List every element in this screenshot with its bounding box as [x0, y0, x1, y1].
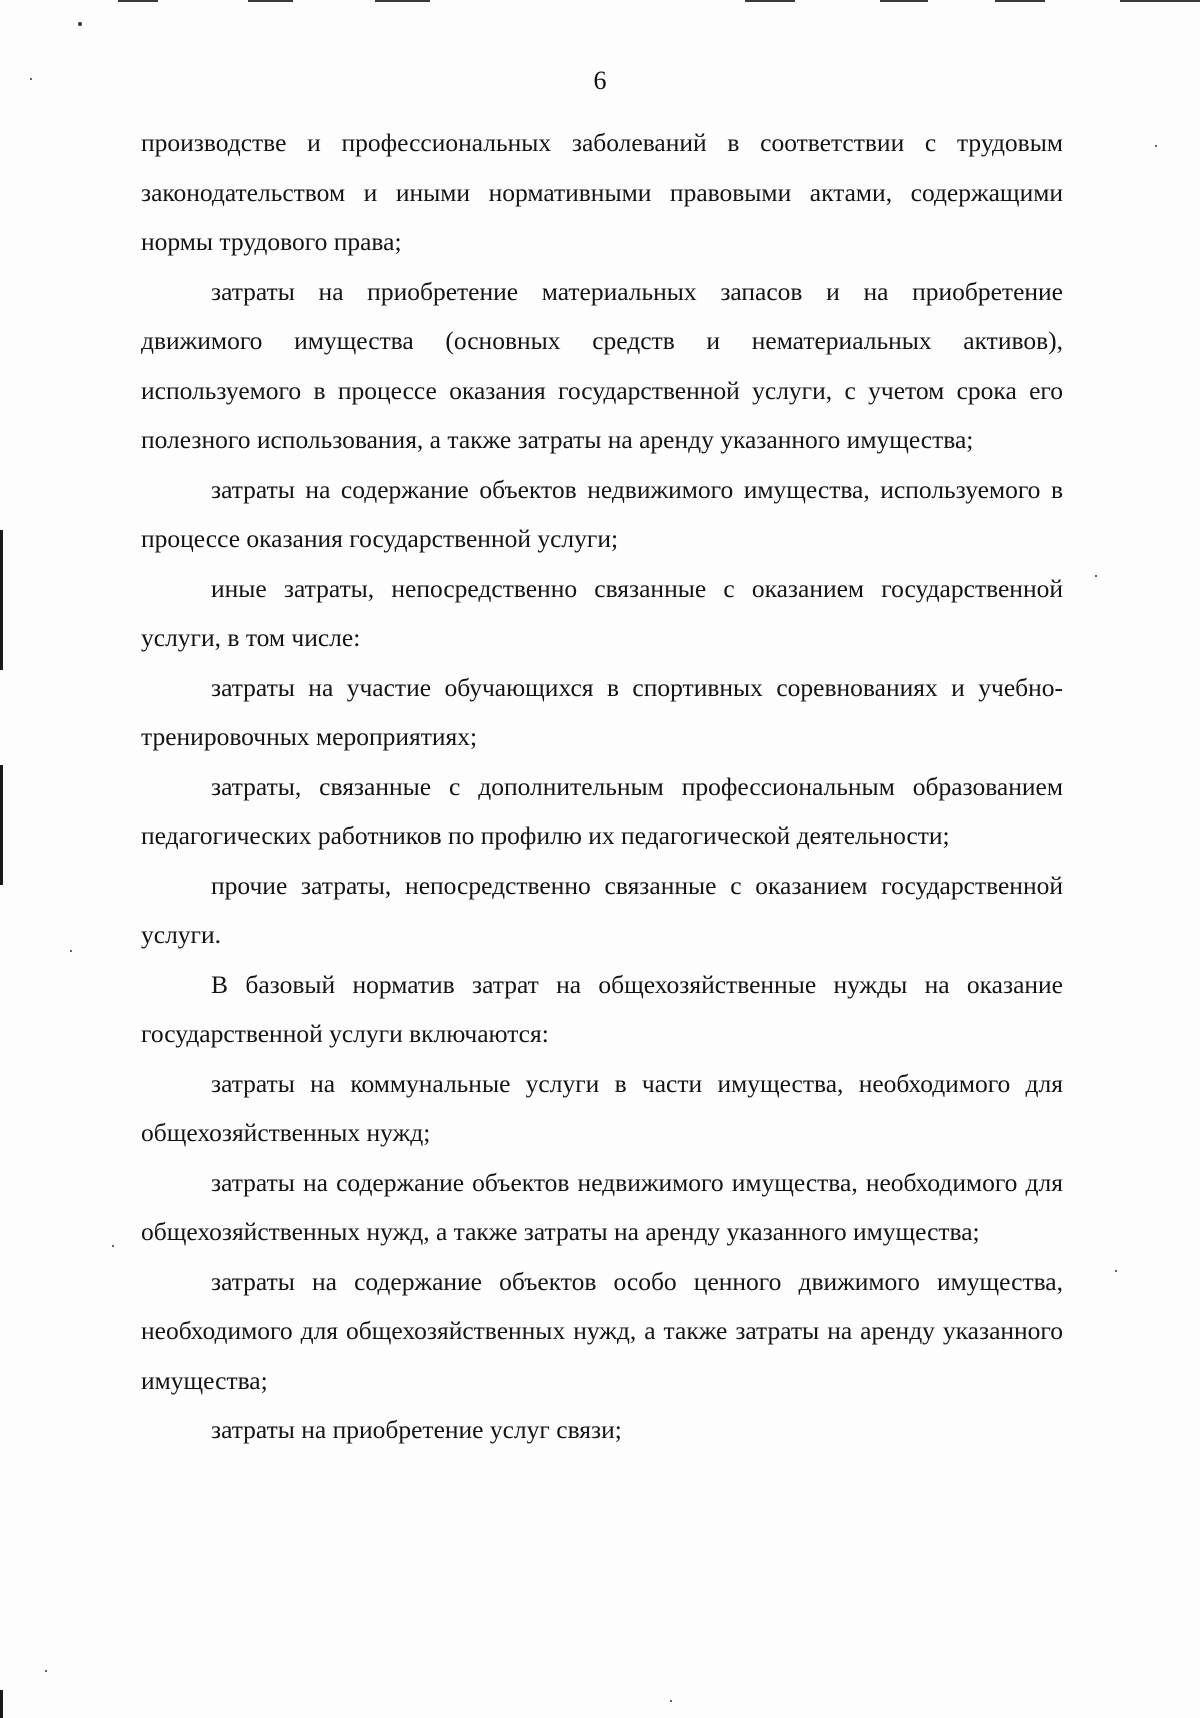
scan-edge-shadow	[0, 1690, 3, 1718]
scan-speck	[1115, 1270, 1117, 1272]
paragraph: производстве и профессиональных заболеваний в соответствии с трудовым законодательством и иными нормативными правовыми актами, содержащими нормы трудового права;	[141, 128, 1063, 256]
scan-edge-shadow	[0, 530, 3, 670]
paragraph: затраты на содержание объектов недвижимого имущества, используемого в процессе оказания государственной услуги;	[141, 474, 1063, 553]
scan-edge-mark	[880, 0, 928, 2]
paragraph: В базовый норматив затрат на общехозяйственные нужды на оказание государственной услуги включаются:	[141, 969, 1063, 1048]
scan-edge-shadow	[0, 765, 3, 885]
scan-speck	[78, 22, 82, 26]
paragraph: затраты на участие обучающихся в спортивных соревнованиях и учебно-тренировочных мероприятиях;	[141, 672, 1063, 751]
paragraph: затраты на содержание объектов особо ценного движимого имущества, необходимого для общехозяйственных нужд, а также затраты на аренду указанного имущества;	[141, 1266, 1063, 1395]
scan-edge-mark	[745, 0, 795, 2]
paragraph: прочие затраты, непосредственно связанные с оказанием государственной услуги.	[141, 870, 1063, 949]
scan-edge-mark	[1120, 0, 1200, 2]
scan-speck	[70, 950, 72, 952]
document-body	[141, 118, 1063, 1455]
scan-speck	[1095, 575, 1097, 577]
paragraph: затраты на приобретение услуг связи;	[211, 1415, 622, 1444]
paragraph: затраты на содержание объектов недвижимого имущества, необходимого для общехозяйственных нужд, а также затраты на аренду указанного имущества;	[141, 1167, 1063, 1246]
scan-edge-mark	[995, 0, 1045, 2]
paragraph: затраты на приобретение материальных запасов и на приобретение движимого имущества (основных средств и нематериальных активов), используемого в процессе оказания государственной услуги, с учетом срока его полезного использования, а также затраты на аренду указанного имущества;	[141, 276, 1063, 454]
scan-edge-mark	[118, 0, 158, 2]
scan-edge-mark	[375, 0, 430, 2]
scan-speck	[670, 1700, 672, 1702]
page-number: 6	[593, 66, 607, 95]
paragraph: иные затраты, непосредственно связанные с оказанием государственной услуги, в том числе:	[141, 573, 1063, 652]
paragraph: затраты, связанные с дополнительным профессиональным образованием педагогических работников по профилю их педагогической деятельности;	[141, 771, 1063, 850]
scan-speck	[112, 1245, 114, 1247]
scan-edge-mark	[248, 0, 293, 2]
paragraph: затраты на коммунальные услуги в части имущества, необходимого для общехозяйственных нужд;	[141, 1068, 1063, 1147]
scan-speck	[45, 1670, 47, 1672]
scan-speck	[1155, 145, 1157, 147]
